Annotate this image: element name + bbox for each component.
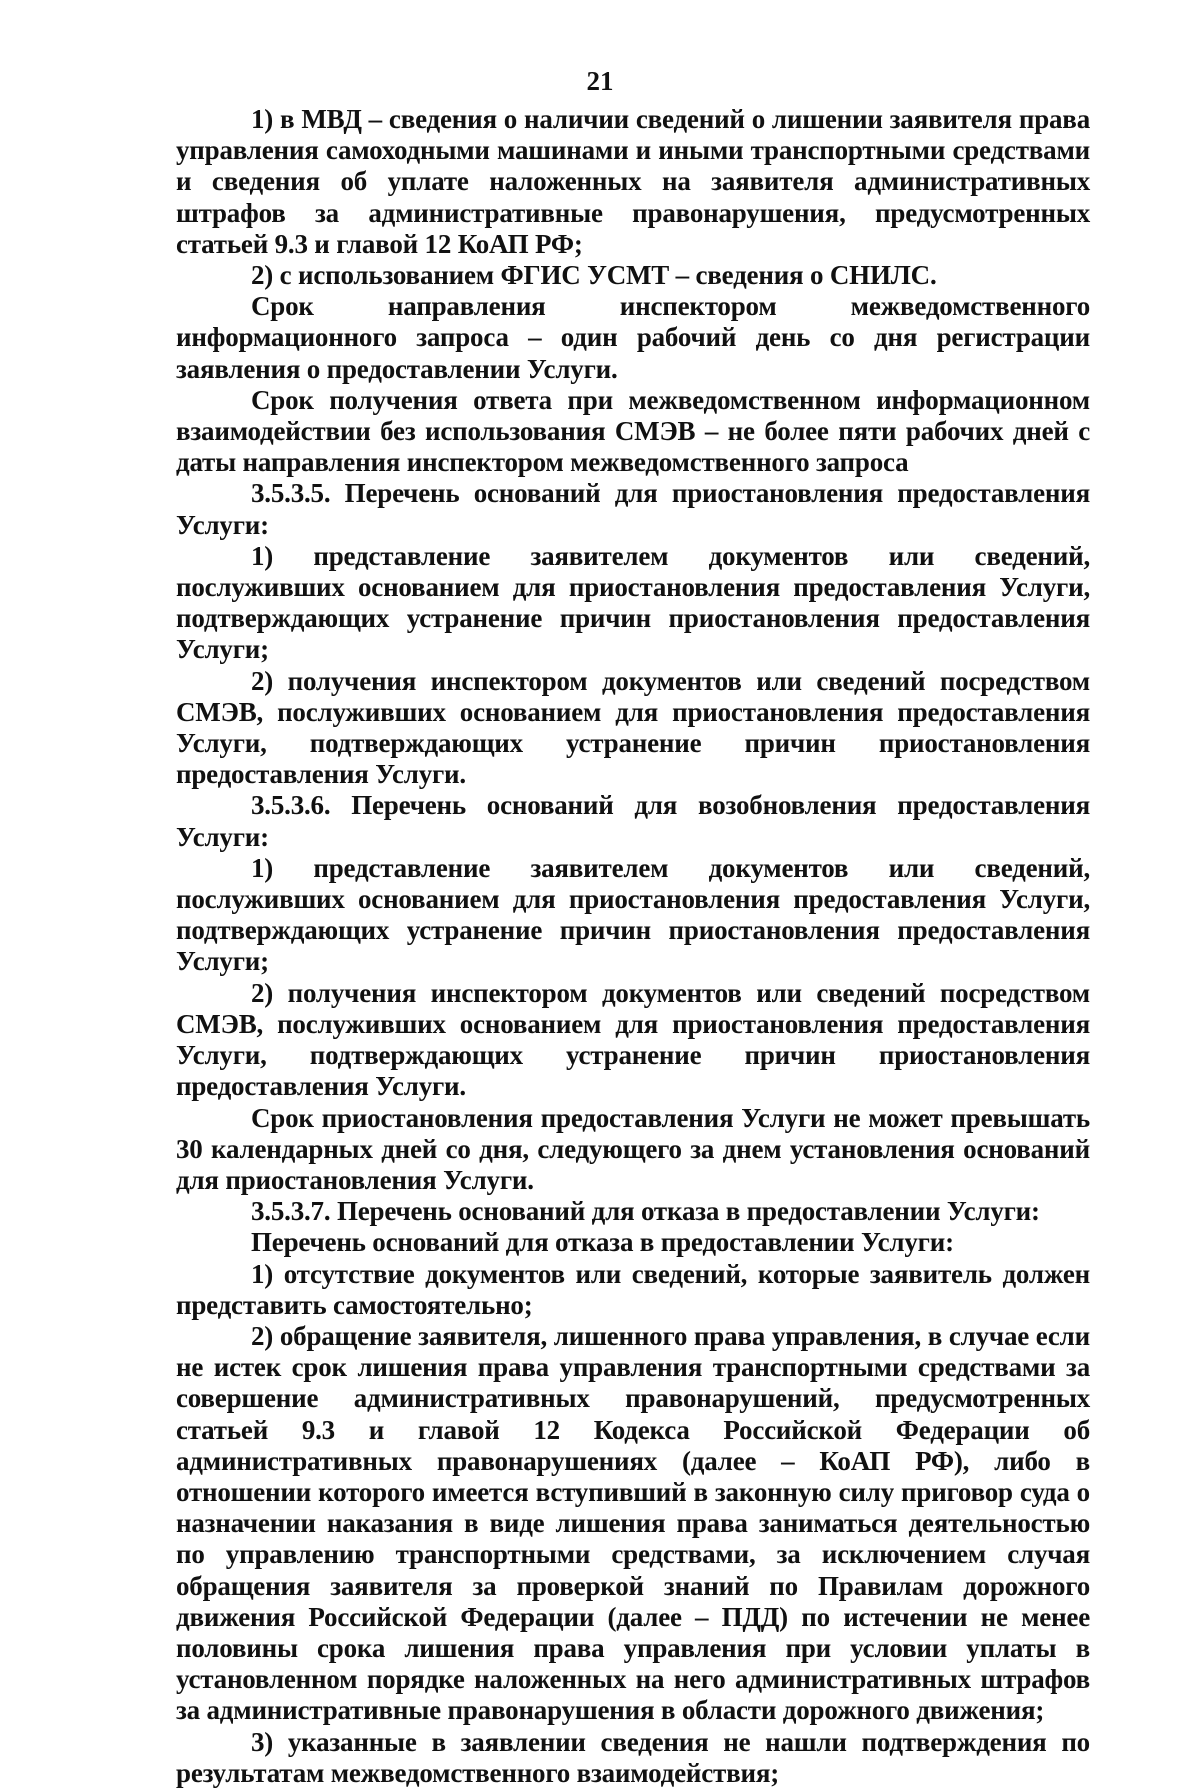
section-heading: 3.5.3.6. Перечень оснований для возобновления предоставления Услуги:: [176, 790, 1090, 852]
paragraph: Перечень оснований для отказа в предоставлении Услуги:: [251, 1227, 954, 1258]
paragraph: 1) отсутствие документов или сведений, которые заявитель должен представить самостоятельно;: [176, 1258, 1090, 1320]
paragraph: 2) получения инспектором документов или сведений посредством СМЭВ, послуживших основанием для приостановления предоставления Услуги, подтверждающих устранение причин приостановления предоставления Услуги.: [176, 977, 1090, 1102]
section-heading: 3.5.3.7. Перечень оснований для отказа в предоставлении Услуги:: [251, 1196, 1040, 1227]
paragraph: 2) обращение заявителя, лишенного права управления, в случае если не истек срок лишения права управления транспортными средствами за совершение административных правонарушений, предусмотренных статьей 9.3 и главой 12 Кодекса Российской Федерации об административных правонарушениях (далее – КоАП РФ), либо в отношении которого имеется вступивший в законную силу приговор суда о назначении наказания в виде лишения права заниматься деятельностью по управлению транспортными средствами, за исключением случая обращения заявителя за проверкой знаний по Правилам дорожного движения Российской Федерации (далее – ПДД) по истечении не менее половины срока лишения права управления при условии уплаты в установленном порядке наложенных на него административных штрафов за административные правонарушения в области дорожного движения;: [176, 1320, 1090, 1726]
paragraph: 3) указанные в заявлении сведения не нашли подтверждения по результатам межведомственного взаимодействия;: [176, 1726, 1090, 1788]
paragraph: 1) представление заявителем документов или сведений, послуживших основанием для приостановления предоставления Услуги, подтверждающих устранение причин приостановления предоставления Услуги;: [176, 540, 1090, 665]
paragraph: 2) с использованием ФГИС УСМТ – сведения о СНИЛС.: [251, 260, 937, 291]
page-number: 21: [586, 66, 614, 96]
paragraph: 2) получения инспектором документов или сведений посредством СМЭВ, послуживших основанием для приостановления предоставления Услуги, подтверждающих устранение причин приостановления предоставления Услуги.: [176, 665, 1090, 790]
paragraph: Срок приостановления предоставления Услуги не может превышать 30 календарных дней со дня, следующего за днем установления оснований для приостановления Услуги.: [176, 1102, 1090, 1195]
paragraph: 1) представление заявителем документов или сведений, послуживших основанием для приостановления предоставления Услуги, подтверждающих устранение причин приостановления предоставления Услуги;: [176, 852, 1090, 977]
section-heading: 3.5.3.5. Перечень оснований для приостановления предоставления Услуги:: [176, 478, 1090, 540]
document-body: [176, 104, 1090, 1789]
paragraph: Срок получения ответа при межведомственном информационном взаимодействии без использования СМЭВ – не более пяти рабочих дней с даты направления инспектором межведомственного запроса: [176, 384, 1090, 478]
paragraph: 1) в МВД – сведения о наличии сведений о лишении заявителя права управления самоходными машинами и иными транспортными средствами и сведения об уплате наложенных на заявителя административных штрафов за административные правонарушения, предусмотренных статьей 9.3 и главой 12 КоАП РФ;: [176, 104, 1090, 259]
paragraph: Срок направления инспектором межведомственного информационного запроса – один рабочий день со дня регистрации заявления о предоставлении Услуги.: [176, 291, 1090, 384]
